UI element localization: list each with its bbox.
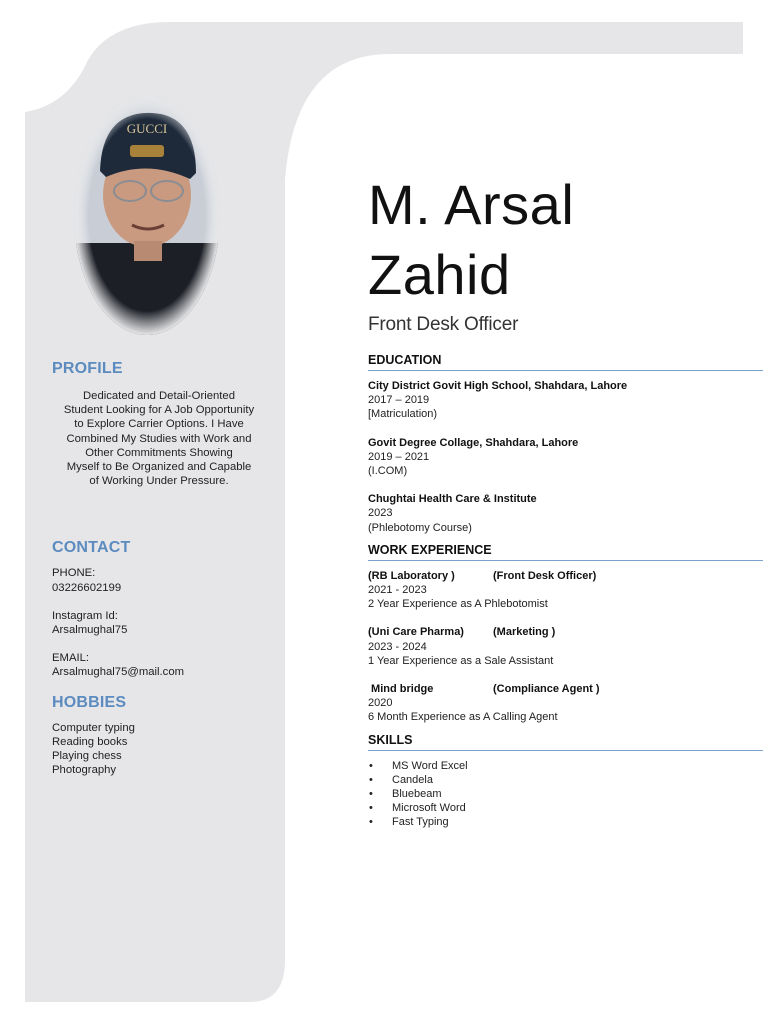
education-note: (Phlebotomy Course) — [368, 521, 472, 534]
bullet-icon: • — [369, 788, 373, 801]
instagram-label: Instagram Id: — [52, 609, 118, 622]
phone-label: PHONE: — [52, 567, 96, 580]
work-header — [368, 569, 763, 583]
hobbies-list — [52, 721, 272, 778]
work-years: 2021 - 2023 — [368, 584, 427, 597]
name-line: Zahid — [368, 243, 511, 306]
education-note: (I.COM) — [368, 465, 408, 478]
profile-line: to Explore Carrier Options. I Have — [74, 418, 244, 431]
skills-list — [368, 759, 763, 830]
skill-item — [368, 787, 763, 801]
profile-line: Dedicated and Detail-Oriented — [83, 390, 235, 402]
school-name: Chughtai Health Care & Institute — [368, 493, 537, 506]
work-entry — [368, 682, 763, 725]
education-heading: EDUCATION — [368, 353, 763, 371]
skill-item — [368, 759, 763, 773]
work-header — [368, 682, 763, 696]
education-entry — [368, 492, 763, 535]
contact-instagram — [52, 609, 272, 637]
work-description: 1 Year Experience as a Sale Assistant — [368, 654, 554, 667]
name-line: M. Arsal — [368, 173, 575, 236]
skill-item — [368, 801, 763, 815]
email-value: Arsalmughal75@mail.com — [52, 666, 185, 679]
profile-line: Other Commitments Showing — [85, 446, 233, 459]
candidate-name — [368, 170, 763, 310]
education-years: 2017 – 2019 — [368, 394, 430, 407]
contact-phone — [52, 566, 272, 594]
company-name: (RB Laboratory ) — [368, 569, 455, 582]
profile-photo — [72, 93, 222, 337]
bullet-icon: • — [369, 773, 373, 786]
position-name: (Compliance Agent ) — [493, 683, 600, 696]
hobby-item: Reading books — [52, 735, 128, 748]
company-name: Mind bridge — [368, 683, 434, 696]
contact-details — [52, 566, 272, 679]
hobby-item: Computer typing — [52, 721, 135, 734]
work-header — [368, 625, 763, 639]
education-years: 2023 — [368, 507, 393, 520]
work-years: 2020 — [368, 697, 393, 710]
position-name: (Marketing ) — [493, 626, 556, 639]
job-title: Front Desk Officer — [368, 314, 519, 335]
profile-line: Student Looking for A Job Opportunity — [63, 404, 255, 417]
hobbies-heading: HOBBIES — [52, 693, 127, 711]
skill-label: Candela — [392, 773, 433, 786]
school-name: Govit Degree Collage, Shahdara, Lahore — [368, 436, 579, 449]
work-heading: WORK EXPERIENCE — [368, 543, 763, 561]
education-note: [Matriculation) — [368, 408, 438, 421]
work-description: 6 Month Experience as A Calling Agent — [368, 711, 558, 724]
work-entry — [368, 569, 763, 612]
contact-email — [52, 651, 272, 679]
hobby-item: Photography — [52, 764, 117, 777]
skills-section — [368, 733, 763, 830]
right-column — [368, 170, 763, 830]
skill-label: Bluebeam — [392, 788, 442, 801]
position-name: (Front Desk Officer) — [493, 569, 597, 582]
bullet-icon: • — [369, 816, 373, 829]
company-name: (Uni Care Pharma) — [368, 626, 464, 639]
contact-heading: CONTACT — [52, 539, 131, 557]
phone-value: 03226602199 — [52, 581, 122, 594]
skill-item — [368, 773, 763, 787]
skills-heading: SKILLS — [368, 733, 763, 751]
bullet-icon: • — [369, 759, 373, 772]
profile-line: Myself to Be Organized and Capable — [66, 461, 252, 474]
education-section — [368, 353, 763, 535]
profile-line: Combined My Studies with Work and — [66, 432, 252, 445]
skill-label: Fast Typing — [392, 816, 449, 829]
work-description: 2 Year Experience as A Phlebotomist — [368, 598, 548, 611]
profile-summary — [52, 389, 266, 488]
work-section — [368, 543, 763, 725]
work-entry — [368, 625, 763, 668]
hobby-item: Playing chess — [52, 750, 122, 763]
profile-heading: PROFILE — [52, 360, 123, 377]
education-years: 2019 – 2021 — [368, 450, 430, 463]
skill-item — [368, 815, 763, 829]
instagram-value: Arsalmughal75 — [52, 624, 128, 637]
bullet-icon: • — [369, 802, 373, 815]
work-years: 2023 - 2024 — [368, 640, 427, 653]
email-label: EMAIL: — [52, 652, 90, 665]
profile-line: of Working Under Pressure. — [89, 475, 229, 488]
skill-label: MS Word Excel — [392, 759, 468, 772]
school-name: City District Govit High School, Shahdara, Lahore — [368, 380, 628, 392]
education-entry — [368, 379, 763, 422]
education-entry — [368, 436, 763, 479]
skill-label: Microsoft Word — [392, 802, 466, 815]
left-column — [52, 360, 272, 777]
